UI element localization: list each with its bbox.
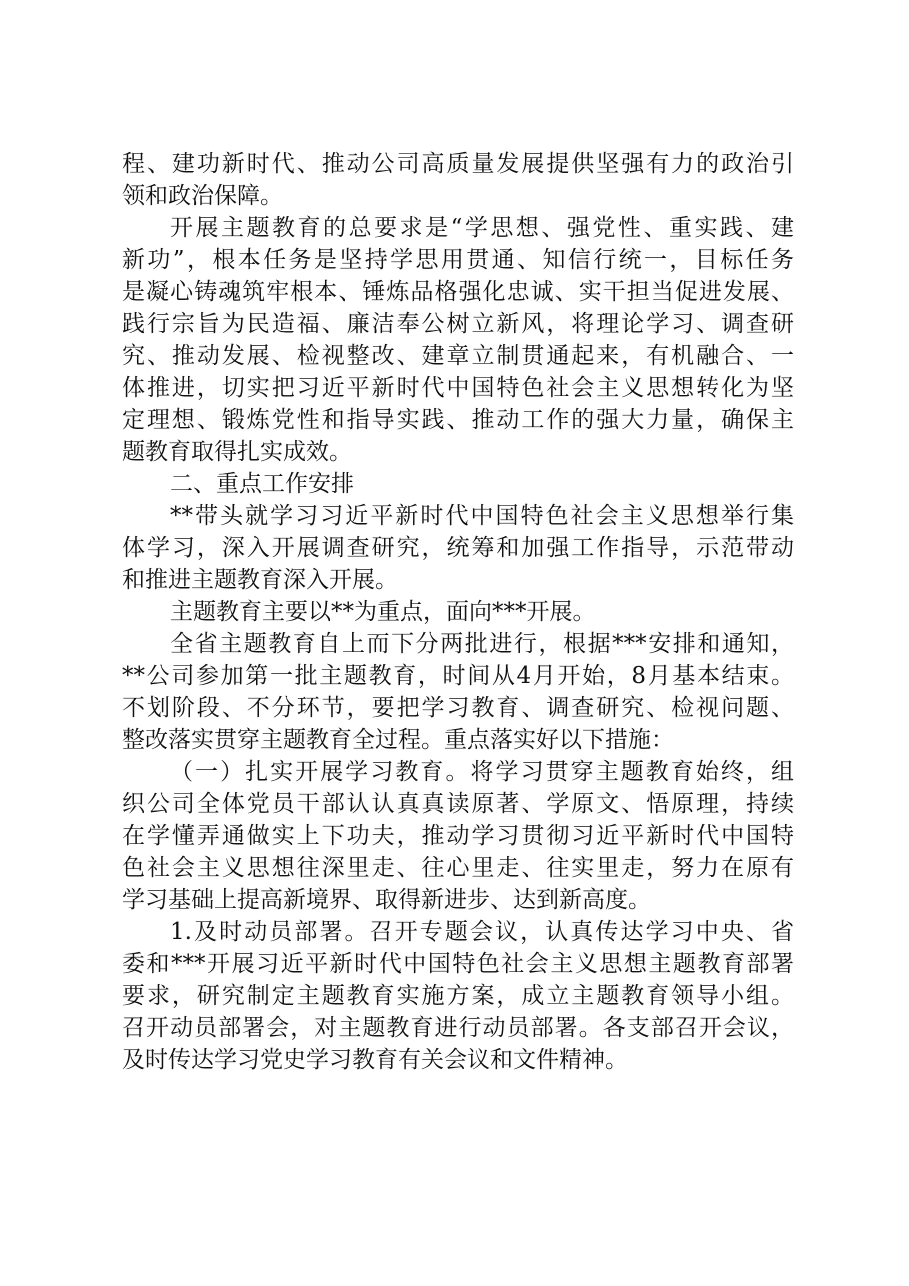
- paragraph-line: 是凝心铸魂筑牢根本、锤炼品格强化忠诚、实干担当促进发展、: [122, 279, 794, 305]
- paragraph-line: 究、推动发展、检视整改、建章立制贯通起来，有机融合、一: [122, 343, 794, 369]
- paragraph-line: 及时传达学习党史学习教育有关会议和文件精神。: [122, 1047, 628, 1073]
- paragraph: [122, 500, 794, 596]
- paragraph: [122, 628, 794, 756]
- paragraph: [122, 916, 794, 1076]
- paragraph-line: 体推进，切实把习近平新时代中国特色社会主义思想转化为坚: [122, 375, 794, 401]
- paragraph: [122, 596, 794, 628]
- paragraph-line: 不划阶段、不分环节，要把学习教育、调查研究、检视问题、: [122, 695, 794, 721]
- paragraph-line: **公司参加第一批主题教育，时间从4月开始，8月基本结束。: [122, 663, 794, 689]
- paragraph-line: 学习基础上提高新境界、取得新进步、达到新高度。: [122, 887, 651, 913]
- paragraph-line: 题教育取得扎实成效。: [122, 439, 352, 465]
- paragraph-line: 织公司全体党员干部认认真真读原著、学原文、悟原理，持续: [122, 791, 794, 817]
- paragraph-line: 定理想、锻炼党性和指导实践、推动工作的强大力量，确保主: [122, 407, 794, 433]
- paragraph-line: 新功”，根本任务是坚持学思用贯通、知信行统一，目标任务: [122, 247, 794, 273]
- paragraph-line: 领和政治保障。: [122, 183, 283, 209]
- document-body: [122, 148, 794, 1076]
- paragraph-line: 委和***开展习近平新时代中国特色社会主义思想主题教育部署: [122, 951, 794, 977]
- paragraph-line: 整改落实贯穿主题教育全过程。重点落实好以下措施：: [122, 727, 674, 753]
- paragraph-line: 体学习，深入开展调查研究，统筹和加强工作指导，示范带动: [122, 535, 794, 561]
- paragraph-line: 召开动员部署会，对主题教育进行动员部署。各支部召开会议，: [122, 1015, 794, 1041]
- paragraph-line: 1.及时动员部署。召开专题会议，认真传达学习中央、省: [170, 919, 794, 945]
- paragraph-line: 要求，研究制定主题教育实施方案，成立主题教育领导小组。: [122, 983, 794, 1009]
- paragraph-line: （一）扎实开展学习教育。将学习贯穿主题教育始终，组: [170, 759, 794, 785]
- paragraph-line: 在学懂弄通做实上下功夫，推动学习贯彻习近平新时代中国特: [122, 823, 794, 849]
- paragraph-line: 程、建功新时代、推动公司高质量发展提供坚强有力的政治引: [122, 151, 794, 177]
- paragraph: [122, 468, 794, 500]
- paragraph-line: 色社会主义思想往深里走、往心里走、往实里走，努力在原有: [122, 855, 794, 881]
- paragraph-line: 主题教育主要以**为重点，面向***开展。: [170, 599, 596, 625]
- paragraph-line: 开展主题教育的总要求是“学思想、强党性、重实践、建: [170, 215, 794, 241]
- paragraph-line: **带头就学习习近平新时代中国特色社会主义思想举行集: [170, 503, 794, 529]
- paragraph: [122, 212, 794, 468]
- paragraph-line: 践行宗旨为民造福、廉洁奉公树立新风，将理论学习、调查研: [122, 311, 794, 337]
- paragraph-line: 全省主题教育自上而下分两批进行，根据***安排和通知，: [170, 631, 794, 657]
- paragraph: [122, 148, 794, 212]
- paragraph-line: 二、重点工作安排: [170, 471, 354, 497]
- paragraph: [122, 756, 794, 916]
- paragraph-line: 和推进主题教育深入开展。: [122, 567, 398, 593]
